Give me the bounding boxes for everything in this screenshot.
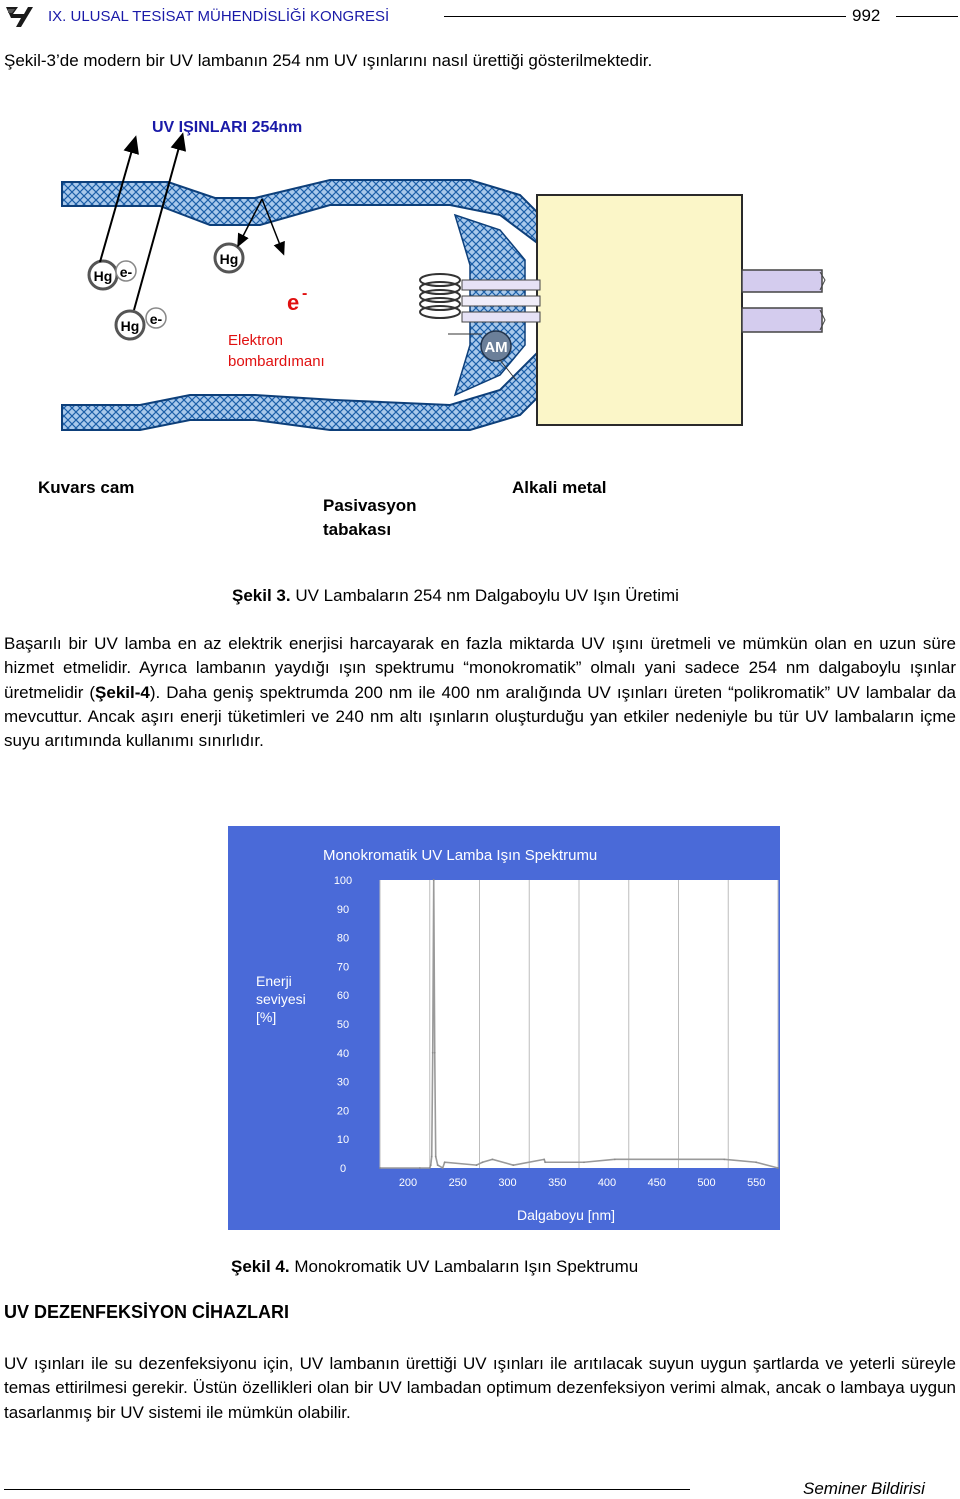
x-tick-label: 450 [647, 1177, 666, 1189]
header-rule [444, 16, 846, 17]
y-tick-label: 100 [333, 875, 353, 887]
spectrum-point [430, 1164, 432, 1166]
x-tick-label: 500 [697, 1177, 716, 1189]
spectrum-chart-svg [228, 826, 816, 1230]
hg-atom-1 [89, 261, 117, 289]
quartz-label: Kuvars cam [38, 478, 135, 497]
spectrum-point [432, 1052, 434, 1054]
x-tick-label: 300 [498, 1177, 517, 1189]
lamp-lead-lower [742, 308, 822, 332]
section-title: UV DEZENFEKSİYON CİHAZLARI [4, 1302, 290, 1322]
y-tick-label: 0 [339, 1163, 347, 1175]
spectrum-point [437, 1164, 439, 1166]
y-tick-label: 20 [336, 1105, 350, 1118]
paragraph-2: UV ışınları ile su dezenfeksiyonu için, UV lambanın ürettiği UV ışınları ile arıtılacak suyun uygun şartlarda ve yeterli süreyle temas ettirilmesi gerekir. Üstün özellikleri olan bir UV lambadan optimum dezenfeksiyon verimi almak, ancak o lambaya uygun tasarlanmış bir UV sistemi ile mümkün olabilir. [4, 1354, 956, 1422]
y-tick-label: 60 [336, 990, 350, 1003]
electron-1 [116, 261, 136, 281]
spectrum-point [379, 1167, 381, 1169]
x-tick-label: 250 [448, 1177, 467, 1189]
y-axis-label: [%] [256, 1009, 277, 1025]
spectrum-point [614, 1158, 616, 1160]
svg-text:e-: e- [119, 264, 133, 280]
electron-symbol: e [287, 290, 300, 315]
spectrum-point [476, 1164, 478, 1166]
spectrum-point [723, 1158, 725, 1160]
figure-3-caption: Şekil 3. UV Lambaların 254 nm Dalgaboylu UV Işın Üretimi [232, 586, 679, 605]
x-tick-label: 550 [747, 1177, 766, 1189]
congress-logo-icon [4, 4, 34, 30]
y-tick-label: 30 [336, 1076, 350, 1089]
lamp-inner-tube [62, 200, 420, 410]
svg-text:e-: e- [149, 311, 163, 327]
header-title: IX. ULUSAL TESİSAT MÜHENDİSLİĞİ KONGRESİ [48, 8, 390, 25]
hg-atom-3 [116, 311, 144, 339]
spectrum-point [543, 1158, 545, 1160]
spectrum-point [482, 1161, 484, 1163]
svg-text:Hg: Hg [120, 318, 140, 334]
y-tick-label: 50 [336, 1019, 350, 1031]
uv-rays-label: UV IŞINLARI 254nm [152, 119, 303, 136]
footer-text: Seminer Bildirisi [803, 1479, 925, 1498]
spectrum-point [434, 1052, 436, 1054]
y-axis-label: Enerji [256, 973, 292, 989]
intro-text: Şekil-3’de modern bir UV lambanın 254 nm UV ışınlarını nasıl ürettiği gösterilmektedir. [4, 51, 653, 70]
spectrum-point [512, 1164, 514, 1166]
x-tick-label: 400 [597, 1177, 617, 1189]
spectrum-point [544, 1161, 546, 1163]
footer-rule [4, 1489, 690, 1490]
passivation-label-2: tabakası [323, 520, 392, 539]
lamp-cap [537, 195, 742, 425]
passivation-label-1: Pasivasyon [323, 496, 417, 515]
x-tick-label: 600 [796, 1177, 816, 1189]
bombardment-text: bombardımanı [228, 353, 325, 370]
chart-title: Monokromatik UV Lamba Işın Spektrumu [323, 847, 598, 864]
spectrum-point [442, 1167, 444, 1169]
lamp-lead-upper [742, 270, 822, 292]
y-tick-label: 90 [336, 903, 350, 916]
y-tick-label: 80 [336, 932, 350, 945]
paragraph-1: Başarılı bir UV lamba en az elektrik enerjisi harcayarak en fazla miktarda UV ışını üretmeli ve mümkün olan en uzun süre hizmet etmelidir. Ayrıca lambanın yaydığı ışın spektrumu “monokromatik” olmalı yani sadece 254 nm dalgaboylu ışınlar üretmelidir (Şekil-4). Daha geniş spektrumda 200 nm ile 400 nm aralığında UV ışınları üreten “polikromatik” UV lambalar da mevcuttur. Ancak aşırı enerji tüketimleri ve 240 nm altı ışınların oluşturduğu yan etkiler nedeniyle bu tür UV lambaların içme suyu arıtımında kullanımı sınırlıdır. [4, 634, 956, 751]
spectrum-point [429, 1167, 431, 1169]
filament-coil [420, 274, 460, 318]
am-label: AM [484, 339, 508, 356]
hg-atom-2 [215, 244, 243, 272]
header-rule-right [896, 16, 958, 17]
y-tick-label: 70 [336, 961, 350, 974]
spectrum-point [431, 1156, 433, 1158]
spectrum-point [419, 1167, 421, 1169]
figure-3-lamp-diagram [0, 100, 960, 560]
y-tick-label: 10 [336, 1134, 350, 1147]
x-tick-label: 200 [398, 1177, 418, 1189]
y-tick-label: 40 [336, 1047, 350, 1060]
figure-4-chart [228, 826, 816, 1230]
electron-symbol-sup: - [302, 285, 308, 302]
svg-text:Hg: Hg [93, 268, 113, 284]
figure-4-reference: Şekil-4 [95, 682, 150, 702]
alkali-label: Alkali metal [512, 478, 607, 497]
spectrum-point [777, 1167, 779, 1169]
y-axis-label: seviyesi [256, 991, 306, 1007]
spectrum-point [444, 1161, 446, 1163]
svg-text:Hg: Hg [219, 251, 239, 267]
page-number: 992 [852, 6, 881, 25]
x-axis-label: Dalgaboyu [nm] [516, 1207, 616, 1223]
electron-text: Elektron [228, 332, 284, 349]
electron-2 [146, 308, 166, 328]
spectrum-point [583, 1161, 585, 1163]
spectrum-point [492, 1158, 494, 1160]
x-tick-label: 350 [548, 1177, 567, 1189]
figure-4-caption: Şekil 4. Monokromatik UV Lambaların Işın Spektrumu [231, 1257, 639, 1276]
spectrum-point [433, 879, 435, 881]
spectrum-point [755, 1161, 757, 1163]
spectrum-point [435, 1156, 437, 1158]
